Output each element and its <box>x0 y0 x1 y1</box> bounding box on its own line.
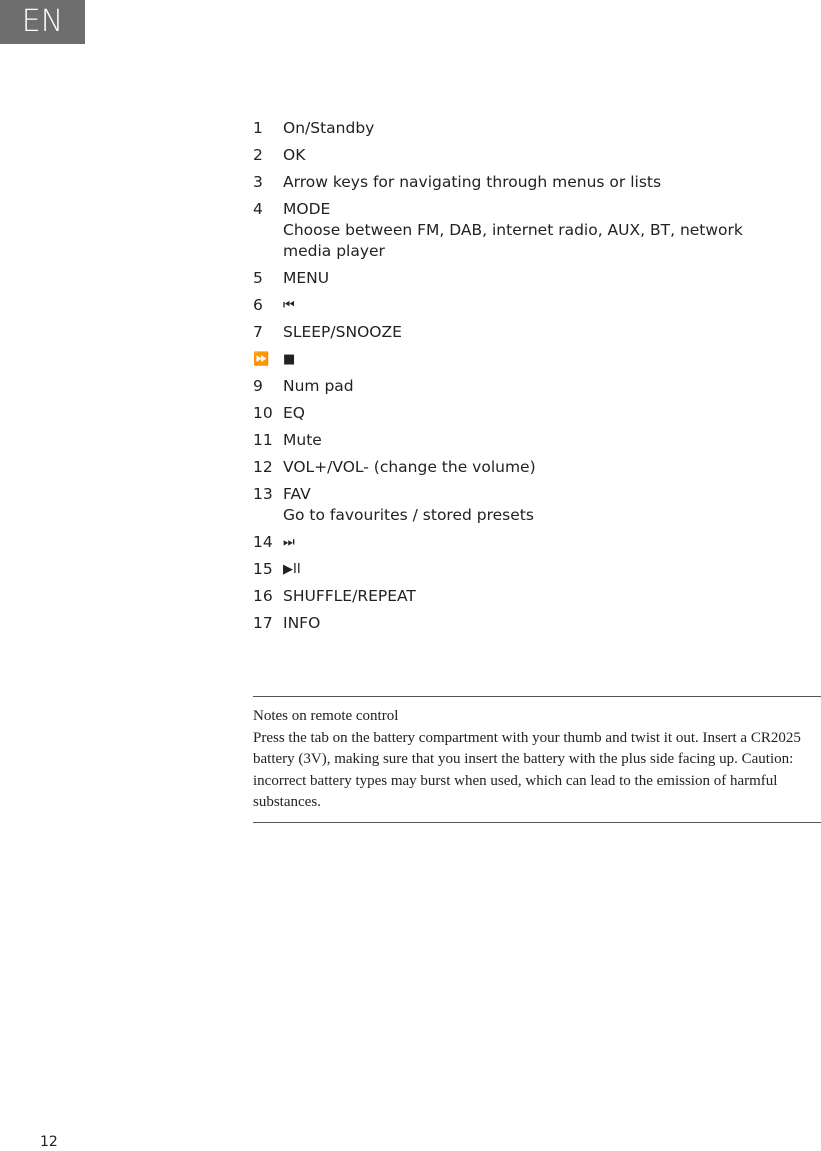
item-number: 10 <box>253 404 273 422</box>
list-item <box>253 268 793 289</box>
item-number: 7 <box>253 323 263 341</box>
stop-icon: ■ <box>283 352 296 367</box>
list-item <box>253 349 793 370</box>
list-item <box>253 295 793 316</box>
item-description: Choose between FM, DAB, internet radio, AUX, BT, network media player <box>283 221 743 260</box>
item-number: 11 <box>253 431 273 449</box>
skip-back-icon: ⏮ <box>283 298 295 313</box>
item-description: Go to favourites / stored presets <box>283 506 534 524</box>
item-label: OK <box>283 146 306 164</box>
list-item <box>253 172 793 193</box>
list-item <box>253 430 793 451</box>
item-number: 4 <box>253 200 263 218</box>
language-tab: EN <box>0 0 85 44</box>
item-number: 3 <box>253 173 263 191</box>
notes-title: Notes on remote control <box>253 708 399 724</box>
list-item <box>253 322 793 343</box>
item-number: 12 <box>253 458 273 476</box>
list-item <box>253 532 793 553</box>
list-item <box>253 559 793 580</box>
list-item <box>253 613 793 634</box>
list-item <box>253 457 793 478</box>
item-number: 9 <box>253 377 263 395</box>
item-text <box>283 484 793 526</box>
item-label: SHUFFLE/REPEAT <box>283 587 416 605</box>
list-item <box>253 376 793 397</box>
item-text <box>283 199 793 262</box>
item-number: 6 <box>253 296 263 314</box>
item-label: FAV <box>283 485 311 503</box>
fast-forward-icon: ⏩ <box>253 352 270 367</box>
play-pause-icon: ▶II <box>283 562 301 577</box>
item-number: 17 <box>253 614 273 632</box>
item-label: On/Standby <box>283 119 375 137</box>
remote-legend-list <box>253 118 793 640</box>
page-number: 12 <box>40 1134 58 1150</box>
item-label: VOL+/VOL- (change the volume) <box>283 458 536 476</box>
remote-notes-box <box>253 696 821 823</box>
item-label: MODE <box>283 200 331 218</box>
skip-forward-icon: ⏭ <box>283 535 295 550</box>
notes-body: Press the tab on the battery compartment with your thumb and twist it out. Insert a CR2025 battery (3V), making sure that you insert the battery with the plus side facing up. Caution: incorrect battery types may burst when used, which can lead to the emission of harmful substances. <box>253 729 801 810</box>
item-number: 16 <box>253 587 273 605</box>
item-label: INFO <box>283 614 321 632</box>
item-number: 5 <box>253 269 263 287</box>
item-label: Mute <box>283 431 322 449</box>
list-item <box>253 484 793 526</box>
item-number: 15 <box>253 560 273 578</box>
item-number: 13 <box>253 485 273 503</box>
item-label: MENU <box>283 269 330 287</box>
list-item <box>253 403 793 424</box>
list-item <box>253 586 793 607</box>
item-label: Num pad <box>283 377 354 395</box>
item-number: 2 <box>253 146 263 164</box>
item-label: EQ <box>283 404 305 422</box>
item-label: Arrow keys for navigating through menus or lists <box>283 173 662 191</box>
item-number: 14 <box>253 533 273 551</box>
list-item <box>253 118 793 139</box>
item-label: SLEEP/SNOOZE <box>283 323 402 341</box>
item-number: 1 <box>253 119 263 137</box>
list-item <box>253 145 793 166</box>
list-item <box>253 199 793 262</box>
